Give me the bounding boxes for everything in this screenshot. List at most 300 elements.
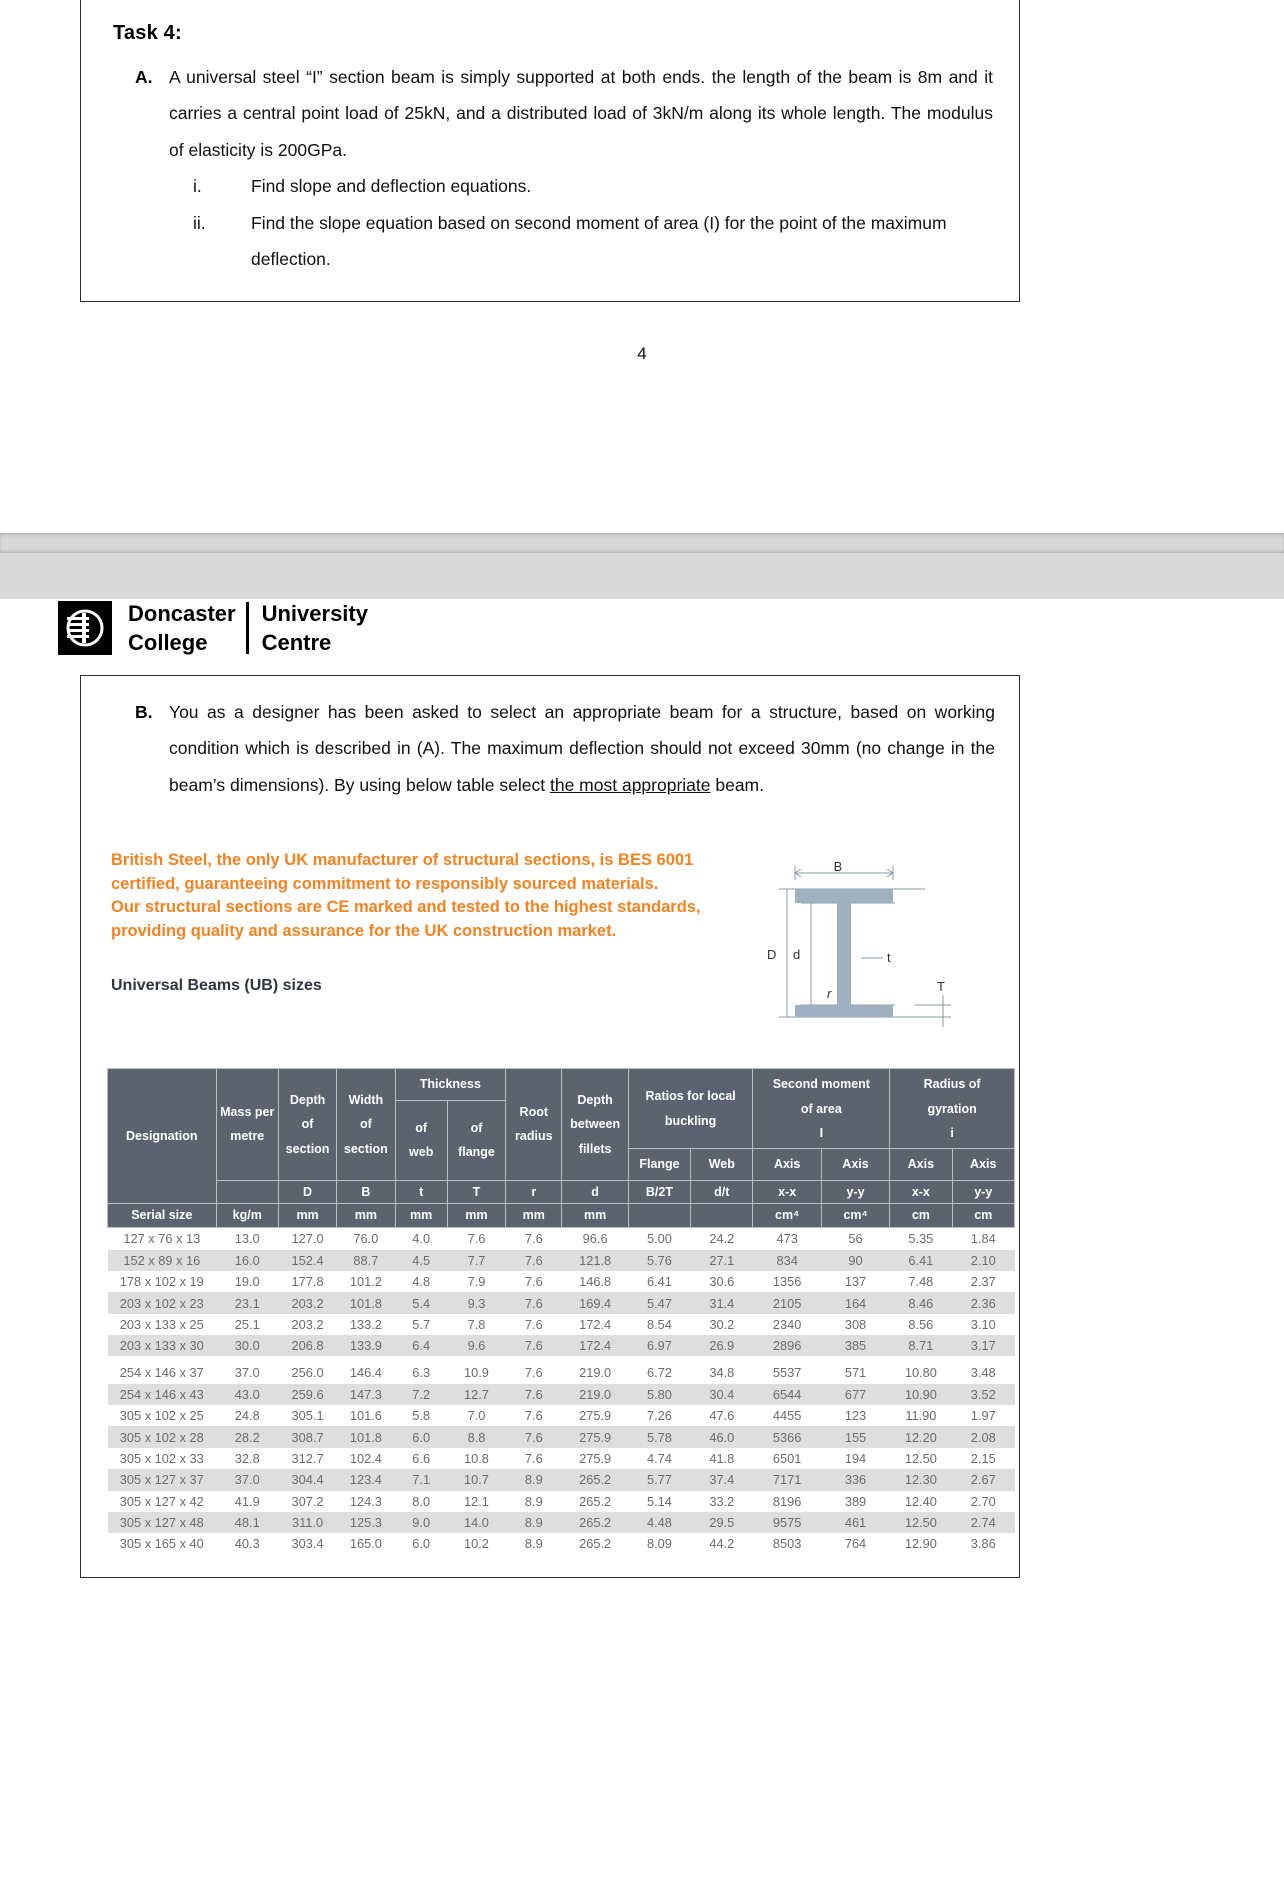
th-flange-line2: flange bbox=[458, 1145, 495, 1160]
cell-value-4: 5.4 bbox=[395, 1292, 447, 1313]
cell-value-9: 30.4 bbox=[691, 1384, 753, 1405]
cell-value-9: 31.4 bbox=[691, 1292, 753, 1313]
cell-value-1: 48.1 bbox=[216, 1512, 278, 1533]
cell-value-8: 4.74 bbox=[647, 1450, 672, 1466]
th-depth-line3: section bbox=[285, 1141, 330, 1156]
th-unit-13: cm bbox=[952, 1204, 1014, 1228]
cell-value-3: 101.8 bbox=[337, 1426, 395, 1447]
document-page-1 bbox=[0, 0, 1284, 533]
cell-value-1: 43.0 bbox=[216, 1384, 278, 1405]
cell-value-5: 12.1 bbox=[464, 1493, 489, 1509]
page-number: 4 bbox=[637, 344, 647, 364]
cell-value-5: 7.7 bbox=[447, 1250, 505, 1271]
label-B: B bbox=[833, 859, 843, 875]
cell-value-1: 23.1 bbox=[216, 1292, 278, 1313]
cell-value-8: 5.78 bbox=[628, 1426, 690, 1447]
cell-value-5: 8.8 bbox=[447, 1426, 505, 1447]
cell-value-13: 3.86 bbox=[970, 1536, 996, 1552]
label-D: D bbox=[767, 947, 777, 963]
cell-value-9: 29.5 bbox=[691, 1512, 753, 1533]
cell-value-12: 6.41 bbox=[890, 1250, 952, 1271]
th-unit-3: mm bbox=[337, 1204, 395, 1228]
table-row bbox=[108, 1512, 1015, 1533]
list-item-i bbox=[193, 168, 993, 204]
cell-value-7: 265.2 bbox=[579, 1536, 612, 1552]
cell-value-3: 123.4 bbox=[337, 1469, 395, 1490]
th-axis-yy-i: Axis bbox=[952, 1149, 1014, 1180]
cell-value-11: 677 bbox=[821, 1384, 889, 1405]
cell-serial-size: 305 x 127 x 48 bbox=[108, 1512, 217, 1533]
cell-value-5: 10.9 bbox=[464, 1365, 489, 1381]
cell-value-8: 8.54 bbox=[647, 1316, 672, 1332]
cell-value-11: 389 bbox=[844, 1493, 867, 1509]
cell-value-5: 7.0 bbox=[467, 1408, 486, 1424]
cell-value-1: 16.0 bbox=[216, 1250, 278, 1271]
th-width-line2: of bbox=[359, 1117, 372, 1132]
cell-value-9: 30.2 bbox=[709, 1316, 735, 1332]
cell-value-10: 834 bbox=[753, 1250, 821, 1271]
th-depth-line2: of bbox=[301, 1117, 314, 1132]
cell-value-4: 7.2 bbox=[395, 1384, 447, 1405]
th-unit-1: kg/m bbox=[216, 1204, 278, 1228]
cell-value-2: 305.1 bbox=[291, 1408, 324, 1424]
cell-value-12: 12.30 bbox=[890, 1469, 952, 1490]
th-symbol-3: B bbox=[337, 1180, 395, 1204]
cell-value-1: 24.8 bbox=[234, 1408, 260, 1424]
list-marker-ii: ii. bbox=[193, 212, 206, 233]
th-symbol-8: B/2T bbox=[628, 1180, 690, 1204]
cell-value-9: 37.4 bbox=[691, 1469, 753, 1490]
cell-value-7: 275.9 bbox=[579, 1408, 612, 1424]
cell-value-6: 8.9 bbox=[524, 1493, 543, 1509]
cell-value-10: 4455 bbox=[772, 1408, 802, 1424]
th-depth-of-section bbox=[278, 1069, 336, 1181]
british-steel-blurb bbox=[111, 849, 765, 943]
cell-value-5: 10.8 bbox=[464, 1450, 489, 1466]
cell-value-6: 7.6 bbox=[506, 1250, 562, 1271]
i-beam-diagram-icon bbox=[765, 855, 985, 1045]
cell-value-4: 6.4 bbox=[395, 1335, 447, 1356]
th-axis-xx-I: Axis bbox=[753, 1149, 821, 1180]
table-row bbox=[108, 1314, 1015, 1335]
logo-text-left bbox=[128, 599, 236, 657]
label-r: r bbox=[827, 986, 832, 1002]
list-text-i: Find slope and deflection equations. bbox=[251, 176, 532, 197]
label-T: T bbox=[937, 979, 945, 995]
th-rog-line2: gyration bbox=[927, 1101, 977, 1116]
th-rog-line3: i bbox=[950, 1125, 954, 1140]
cell-serial-size: 254 x 146 x 43 bbox=[108, 1384, 217, 1405]
cell-value-8: 8.09 bbox=[647, 1536, 672, 1552]
cell-value-7: 265.2 bbox=[562, 1512, 628, 1533]
cell-value-9: 27.1 bbox=[691, 1250, 753, 1271]
cell-value-8: 6.97 bbox=[628, 1335, 690, 1356]
cell-value-7: 219.0 bbox=[562, 1384, 628, 1405]
cell-value-10: 2896 bbox=[753, 1335, 821, 1356]
cell-value-1: 40.3 bbox=[234, 1536, 260, 1552]
th-symbol-2: D bbox=[278, 1180, 336, 1204]
cell-value-6: 7.6 bbox=[524, 1365, 543, 1381]
table-header-row-1 bbox=[108, 1069, 1015, 1100]
table-unit-row bbox=[108, 1204, 1015, 1228]
cell-value-2: 308.7 bbox=[278, 1426, 336, 1447]
cell-value-3: 146.4 bbox=[349, 1365, 382, 1381]
list-item-b bbox=[135, 694, 995, 803]
cell-value-13: 2.37 bbox=[970, 1274, 996, 1290]
cell-value-13: 3.48 bbox=[970, 1365, 996, 1381]
cell-value-4: 9.0 bbox=[395, 1512, 447, 1533]
label-d: d bbox=[793, 947, 801, 963]
th-dbf-line1: Depth bbox=[577, 1092, 613, 1107]
cell-value-6: 7.6 bbox=[524, 1450, 543, 1466]
table-row bbox=[108, 1356, 1015, 1383]
cell-value-7: 172.4 bbox=[579, 1316, 612, 1332]
label-t: t bbox=[887, 950, 891, 966]
cell-serial-size: 152 x 89 x 16 bbox=[108, 1250, 217, 1271]
cell-value-6: 8.9 bbox=[506, 1469, 562, 1490]
cell-value-11: 461 bbox=[821, 1512, 889, 1533]
th-smoa-line2: of area bbox=[800, 1101, 842, 1116]
blurb-line-4: providing quality and assurance for the UK construction market. bbox=[111, 921, 617, 940]
cell-value-10: 2340 bbox=[772, 1316, 802, 1332]
cell-serial-size: 305 x 102 x 33 bbox=[119, 1450, 204, 1466]
th-mass-line2: metre bbox=[230, 1129, 265, 1144]
cell-value-12: 5.35 bbox=[908, 1231, 934, 1247]
th-symbol-7: d bbox=[562, 1180, 628, 1204]
cell-value-2: 303.4 bbox=[291, 1536, 324, 1552]
cell-value-1: 37.0 bbox=[234, 1365, 260, 1381]
cell-value-10: 5537 bbox=[772, 1365, 802, 1381]
table-row bbox=[108, 1250, 1015, 1271]
cell-value-4: 6.0 bbox=[395, 1426, 447, 1447]
cell-serial-size: 203 x 102 x 23 bbox=[108, 1292, 217, 1313]
cell-value-6: 8.9 bbox=[506, 1512, 562, 1533]
cell-value-13: 3.10 bbox=[970, 1316, 996, 1332]
underlined-phrase: the most appropriate bbox=[549, 774, 711, 795]
cell-serial-size: 127 x 76 x 13 bbox=[123, 1231, 201, 1247]
cell-value-6: 7.6 bbox=[524, 1408, 543, 1424]
list-text-ii: Find the slope equation based on second moment of area (I) for the point of the maximum deflection. bbox=[251, 212, 947, 269]
th-depth-between-fillets bbox=[562, 1069, 628, 1181]
th-width-of-section bbox=[337, 1069, 395, 1181]
cell-value-6: 8.9 bbox=[524, 1536, 543, 1552]
th-width-line3: section bbox=[343, 1141, 388, 1156]
th-unit-12: cm bbox=[890, 1204, 952, 1228]
table-row bbox=[108, 1384, 1015, 1405]
cell-value-3: 101.8 bbox=[337, 1292, 395, 1313]
cell-value-4: 4.0 bbox=[412, 1231, 431, 1247]
cell-value-1: 30.0 bbox=[216, 1335, 278, 1356]
table-row bbox=[108, 1271, 1015, 1292]
cell-value-11: 164 bbox=[821, 1292, 889, 1313]
cell-value-8: 5.14 bbox=[647, 1493, 672, 1509]
th-mass-line1: Mass per bbox=[220, 1105, 275, 1120]
cell-value-13: 2.08 bbox=[952, 1426, 1014, 1447]
cell-value-12: 12.90 bbox=[904, 1536, 937, 1552]
cell-value-11: 137 bbox=[844, 1274, 867, 1290]
cell-value-3: 165.0 bbox=[349, 1536, 382, 1552]
cell-serial-size: 254 x 146 x 37 bbox=[119, 1365, 204, 1381]
cell-value-7: 172.4 bbox=[562, 1335, 628, 1356]
cell-value-3: 101.2 bbox=[349, 1274, 382, 1290]
list-marker-b: B. bbox=[135, 702, 153, 723]
th-root-line1: Root bbox=[519, 1105, 549, 1120]
th-unit-5: mm bbox=[447, 1204, 505, 1228]
th-axis-yy-I: Axis bbox=[821, 1149, 889, 1180]
cell-value-7: 275.9 bbox=[562, 1426, 628, 1447]
cell-value-8: 5.00 bbox=[647, 1231, 672, 1247]
cell-value-11: 571 bbox=[844, 1365, 867, 1381]
cell-value-11: 155 bbox=[821, 1426, 889, 1447]
cell-value-3: 133.9 bbox=[337, 1335, 395, 1356]
cell-value-11: 764 bbox=[844, 1536, 867, 1552]
cell-value-1: 37.0 bbox=[216, 1469, 278, 1490]
cell-value-12: 12.20 bbox=[890, 1426, 952, 1447]
section-heading: Universal Beams (UB) sizes bbox=[111, 976, 322, 994]
th-flange: Flange bbox=[628, 1149, 690, 1180]
cell-value-9: 24.2 bbox=[709, 1231, 735, 1247]
cell-value-4: 4.5 bbox=[395, 1250, 447, 1271]
cell-value-6: 7.6 bbox=[524, 1316, 543, 1332]
cell-value-11: 123 bbox=[844, 1408, 867, 1424]
th-unit-4: mm bbox=[395, 1204, 447, 1228]
cell-value-1: 19.0 bbox=[234, 1274, 260, 1290]
th-radius-of-gyration bbox=[890, 1069, 1015, 1149]
cell-serial-size: 305 x 102 x 28 bbox=[108, 1426, 217, 1447]
ub-sizes-table-wrapper bbox=[107, 1068, 995, 1554]
cell-value-11: 336 bbox=[821, 1469, 889, 1490]
th-symbol-5: T bbox=[447, 1180, 505, 1204]
cell-value-3: 125.3 bbox=[337, 1512, 395, 1533]
cell-value-3: 76.0 bbox=[353, 1231, 379, 1247]
cell-value-12: 10.80 bbox=[904, 1365, 937, 1381]
cell-value-5: 12.7 bbox=[447, 1384, 505, 1405]
cell-value-13: 2.67 bbox=[952, 1469, 1014, 1490]
cell-value-9: 34.8 bbox=[709, 1365, 735, 1381]
cell-value-5: 14.0 bbox=[447, 1512, 505, 1533]
cell-value-4: 6.6 bbox=[412, 1450, 431, 1466]
cell-value-13: 2.36 bbox=[952, 1292, 1014, 1313]
cell-serial-size: 178 x 102 x 19 bbox=[119, 1274, 204, 1290]
cell-value-13: 2.70 bbox=[970, 1493, 996, 1509]
cell-value-6: 7.6 bbox=[506, 1384, 562, 1405]
cell-value-13: 3.52 bbox=[952, 1384, 1014, 1405]
cell-value-3: 102.4 bbox=[349, 1450, 382, 1466]
cell-value-12: 12.50 bbox=[890, 1512, 952, 1533]
th-root-line2: radius bbox=[515, 1129, 553, 1144]
cell-value-10: 8196 bbox=[772, 1493, 802, 1509]
cell-value-5: 7.9 bbox=[467, 1274, 486, 1290]
cell-value-4: 5.8 bbox=[412, 1408, 431, 1424]
cell-value-10: 473 bbox=[776, 1231, 798, 1247]
ub-sizes-table bbox=[107, 1068, 1015, 1554]
cell-value-3: 88.7 bbox=[337, 1250, 395, 1271]
cell-serial-size: 203 x 133 x 25 bbox=[119, 1316, 204, 1332]
cell-value-11: 56 bbox=[848, 1231, 863, 1247]
doncaster-college-logo-icon bbox=[58, 601, 112, 655]
th-symbol-13: y-y bbox=[952, 1180, 1014, 1204]
cell-value-4: 7.1 bbox=[395, 1469, 447, 1490]
cell-value-9: 33.2 bbox=[709, 1493, 735, 1509]
cell-value-2: 177.8 bbox=[291, 1274, 324, 1290]
table-row bbox=[108, 1292, 1015, 1313]
cell-value-8: 6.41 bbox=[647, 1274, 672, 1290]
th-second-moment-of-area bbox=[753, 1069, 890, 1149]
cell-value-5: 9.3 bbox=[447, 1292, 505, 1313]
th-dbf-line3: fillets bbox=[578, 1141, 612, 1156]
logo-line-university: University bbox=[261, 601, 368, 626]
th-unit-6: mm bbox=[506, 1204, 562, 1228]
cell-value-8: 6.72 bbox=[647, 1365, 672, 1381]
table-row bbox=[108, 1491, 1015, 1512]
cell-value-7: 146.8 bbox=[579, 1274, 612, 1290]
cell-value-2: 203.2 bbox=[278, 1292, 336, 1313]
cell-value-11: 90 bbox=[821, 1250, 889, 1271]
cell-value-2: 311.0 bbox=[278, 1512, 336, 1533]
th-thickness-web bbox=[395, 1100, 447, 1180]
cell-value-13: 1.84 bbox=[970, 1231, 996, 1247]
th-thickness: Thickness bbox=[395, 1069, 506, 1100]
cell-value-12: 8.46 bbox=[890, 1292, 952, 1313]
cell-value-12: 8.71 bbox=[890, 1335, 952, 1356]
cell-value-7: 265.2 bbox=[562, 1469, 628, 1490]
th-symbol-9: d/t bbox=[691, 1180, 753, 1204]
cell-value-12: 12.50 bbox=[904, 1450, 937, 1466]
cell-value-4: 4.8 bbox=[412, 1274, 431, 1290]
cell-serial-size: 305 x 127 x 37 bbox=[108, 1469, 217, 1490]
cell-value-6: 7.6 bbox=[524, 1231, 543, 1247]
th-symbol-6: r bbox=[506, 1180, 562, 1204]
cell-value-2: 312.7 bbox=[291, 1450, 324, 1466]
cell-value-7: 96.6 bbox=[582, 1231, 608, 1247]
cell-serial-size: 305 x 127 x 42 bbox=[119, 1493, 204, 1509]
logo-line-centre: Centre bbox=[261, 630, 332, 656]
cell-value-12: 10.90 bbox=[890, 1384, 952, 1405]
cell-value-7: 169.4 bbox=[562, 1292, 628, 1313]
cell-value-8: 7.26 bbox=[647, 1408, 672, 1424]
cell-value-7: 275.9 bbox=[579, 1450, 612, 1466]
cell-value-5: 10.7 bbox=[447, 1469, 505, 1490]
th-unit-9 bbox=[691, 1204, 753, 1228]
cell-value-4: 8.0 bbox=[412, 1493, 431, 1509]
th-designation: Designation bbox=[108, 1069, 217, 1204]
blurb-line-3: Our structural sections are CE marked and tested to the highest standards, bbox=[111, 898, 701, 917]
th-unit-11: cm⁴ bbox=[821, 1204, 889, 1228]
cell-value-4: 6.0 bbox=[412, 1536, 431, 1552]
th-flange-line1: of bbox=[470, 1120, 483, 1135]
list-marker-a: A. bbox=[135, 67, 153, 87]
cell-serial-size: 305 x 102 x 25 bbox=[119, 1408, 204, 1424]
th-depth-line1: Depth bbox=[289, 1092, 326, 1107]
document-page-2 bbox=[0, 599, 1284, 1904]
list-marker-i: i. bbox=[193, 176, 202, 197]
cell-value-7: 219.0 bbox=[579, 1365, 612, 1381]
th-root-radius bbox=[506, 1069, 562, 1181]
cell-value-10: 7171 bbox=[753, 1469, 821, 1490]
th-unit-10: cm⁴ bbox=[753, 1204, 821, 1228]
task4-box bbox=[80, 0, 1020, 302]
blurb-line-1: British Steel, the only UK manufacturer of structural sections, is BES 6001 bbox=[111, 851, 694, 870]
cell-value-1: 32.8 bbox=[234, 1450, 260, 1466]
cell-value-5: 7.6 bbox=[467, 1231, 486, 1247]
cell-value-8: 5.77 bbox=[628, 1469, 690, 1490]
cell-value-10: 2105 bbox=[753, 1292, 821, 1313]
page-separator bbox=[0, 533, 1284, 553]
cell-value-3: 133.2 bbox=[349, 1316, 382, 1332]
cell-value-8: 5.47 bbox=[628, 1292, 690, 1313]
th-smoa-line3: I bbox=[819, 1125, 824, 1140]
th-web-line1: of bbox=[415, 1120, 428, 1135]
th-dbf-line2: between bbox=[570, 1117, 621, 1132]
th-width-line1: Width bbox=[348, 1092, 384, 1107]
cell-value-2: 307.2 bbox=[291, 1493, 324, 1509]
cell-value-4: 6.3 bbox=[412, 1365, 431, 1381]
table-row bbox=[108, 1335, 1015, 1356]
th-web-line2: web bbox=[409, 1145, 434, 1160]
th-axis-xx-i: Axis bbox=[890, 1149, 952, 1180]
cell-value-13: 2.10 bbox=[952, 1250, 1014, 1271]
list-text-b: You as a designer has been asked to select an appropriate beam for a structure, based on working condition which is described in (A). The maximum deflection should not exceed 30mm (no change in the beam’s dimensions). By using below table select the most appropriate beam. bbox=[169, 702, 995, 795]
th-unit-7: mm bbox=[562, 1204, 628, 1228]
cell-value-13: 2.15 bbox=[970, 1450, 996, 1466]
logo-text-right bbox=[246, 599, 368, 657]
british-steel-section bbox=[107, 849, 995, 1050]
th-ratios-line1: Ratios for local bbox=[645, 1089, 736, 1104]
th-symbol-12: x-x bbox=[890, 1180, 952, 1204]
cell-value-9: 26.9 bbox=[691, 1335, 753, 1356]
taskB-box bbox=[80, 675, 1020, 1578]
th-symbol-11: y-y bbox=[821, 1180, 889, 1204]
institution-logo bbox=[58, 599, 1284, 657]
beam-cross-section-diagram bbox=[765, 849, 995, 1050]
th-mass-per-metre bbox=[216, 1069, 278, 1181]
table-row bbox=[108, 1469, 1015, 1490]
cell-value-9: 44.2 bbox=[709, 1536, 735, 1552]
cell-value-11: 385 bbox=[821, 1335, 889, 1356]
cell-value-13: 1.97 bbox=[970, 1408, 996, 1424]
cell-value-6: 7.6 bbox=[506, 1335, 562, 1356]
th-symbol-4: t bbox=[395, 1180, 447, 1204]
th-web: Web bbox=[691, 1149, 753, 1180]
table-row bbox=[108, 1228, 1015, 1250]
cell-value-2: 203.2 bbox=[291, 1316, 324, 1332]
cell-value-7: 121.8 bbox=[562, 1250, 628, 1271]
list-text-a: A universal steel “I” section beam is simply supported at both ends. the length of the beam is 8m and it carries a central point load of 25kN, and a distributed load of 3kN/m along its whole length. The modulus of elasticity is 200GPa. bbox=[169, 67, 993, 160]
table-row bbox=[108, 1426, 1015, 1447]
cell-value-10: 6501 bbox=[772, 1450, 802, 1466]
cell-value-9: 30.6 bbox=[709, 1274, 735, 1290]
logo-line-college: College bbox=[128, 630, 208, 656]
th-serial-size: Serial size bbox=[108, 1204, 217, 1228]
british-steel-left bbox=[107, 849, 765, 1050]
cell-value-10: 1356 bbox=[772, 1274, 802, 1290]
logo-line-doncaster: Doncaster bbox=[128, 601, 236, 626]
th-rog-line1: Radius of bbox=[923, 1077, 981, 1092]
cell-value-9: 41.8 bbox=[709, 1450, 735, 1466]
cell-value-7: 265.2 bbox=[579, 1493, 612, 1509]
page-title: Task 4: bbox=[113, 22, 182, 44]
cell-value-9: 46.0 bbox=[691, 1426, 753, 1447]
th-symbol-1 bbox=[216, 1180, 278, 1204]
cell-value-6: 7.6 bbox=[524, 1274, 543, 1290]
cell-value-5: 10.2 bbox=[464, 1536, 489, 1552]
cell-value-8: 4.48 bbox=[628, 1512, 690, 1533]
table-row bbox=[108, 1405, 1015, 1426]
cell-value-3: 124.3 bbox=[349, 1493, 382, 1509]
cell-value-11: 194 bbox=[844, 1450, 867, 1466]
blurb-line-2: certified, guaranteeing commitment to responsibly sourced materials. bbox=[111, 874, 659, 893]
cell-value-6: 7.6 bbox=[506, 1292, 562, 1313]
